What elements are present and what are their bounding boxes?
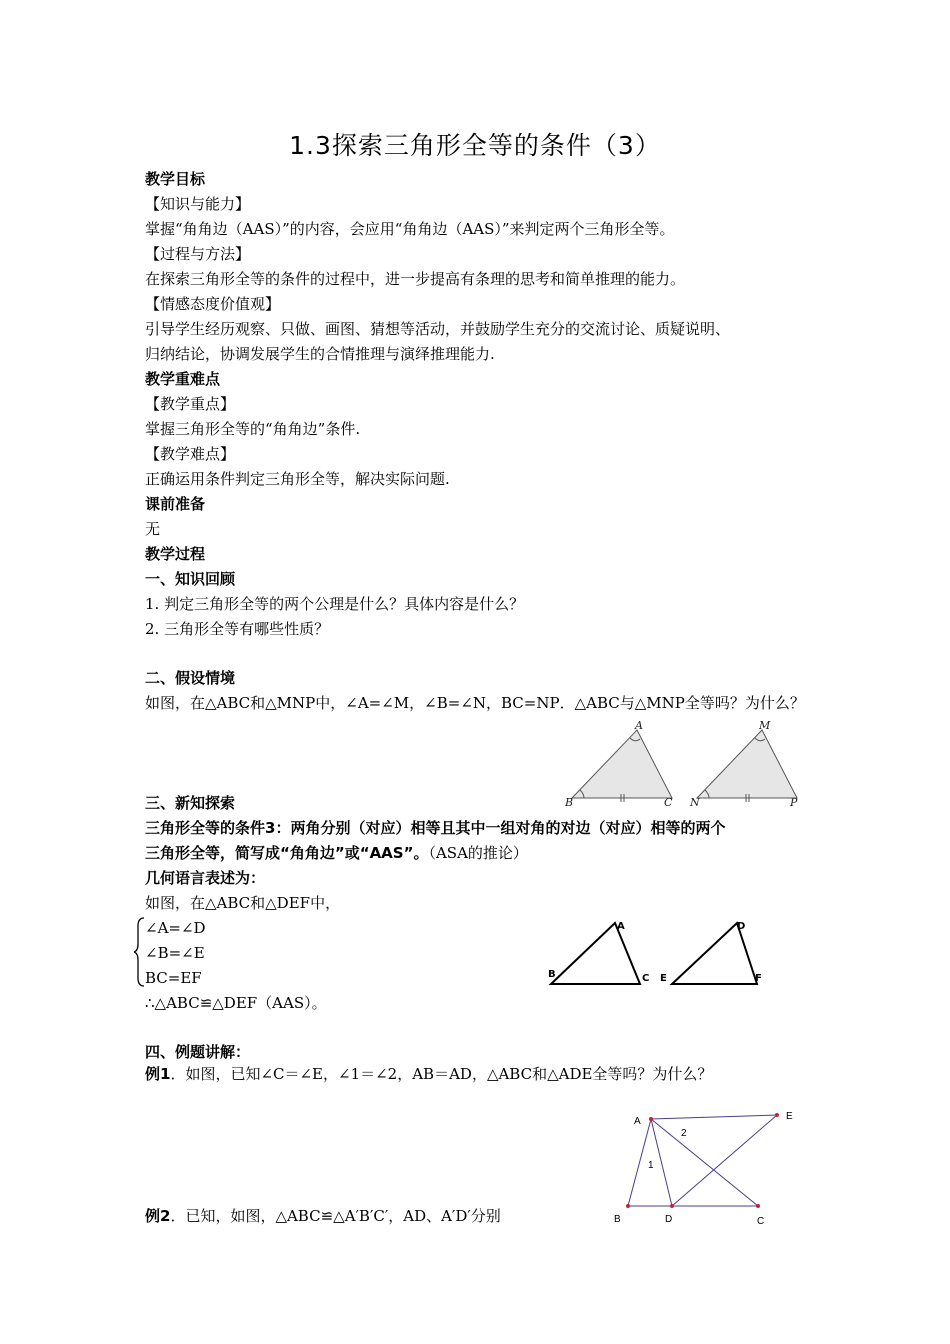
condition-text-2-bold: 三角形全等，简写成“角角边”或“AAS”。 xyxy=(145,844,429,862)
procedure-heading: 教学过程 xyxy=(145,545,206,563)
label-a: A xyxy=(635,719,643,732)
scenario-text: 如图，在△ABC和△MNP中，∠A=∠M，∠B=∠N，BC=NP．△ABC与△MNP全等吗？为什么？ xyxy=(145,694,805,712)
explore-heading: 三、新知探索 xyxy=(145,794,236,812)
condition-text-2-note: （ASA的推论） xyxy=(428,844,528,862)
geo-conclusion: ∴△ABC≌△DEF（AAS）。 xyxy=(145,994,327,1012)
knowledge-heading: 【知识与能力】 xyxy=(145,195,251,213)
prep-heading: 课前准备 xyxy=(145,495,206,513)
geo-condition-3: BC=EF xyxy=(145,969,202,987)
label-b-2: B xyxy=(548,969,556,980)
geo-heading: 几何语言表述为： xyxy=(145,869,266,887)
segment-ae xyxy=(651,1115,777,1119)
review-question-1: 1. 判定三角形全等的两个公理是什么？具体内容是什么？ xyxy=(145,595,525,613)
figure-example-1 xyxy=(610,1105,810,1230)
point-b xyxy=(626,1204,630,1208)
segment-de xyxy=(672,1115,777,1206)
review-question-2: 2. 三角形全等有哪些性质？ xyxy=(145,620,330,638)
difficulty-text: 正确运用条件判定三角形全等，解决实际问题. xyxy=(145,470,450,488)
figure-triangles-abc-def xyxy=(545,915,775,995)
geo-condition-2: ∠B=∠E xyxy=(145,944,205,962)
example-1-text: ．如图，已知∠C＝∠E，∠1＝∠2，AB＝AD，△ABC和△ADE全等吗？为什么？ xyxy=(170,1065,713,1083)
key-heading: 教学重难点 xyxy=(145,370,221,388)
figure-triangles-abc-mnp xyxy=(560,718,810,813)
label-d-3: D xyxy=(665,1214,673,1225)
example-2-label: 例2 xyxy=(145,1207,171,1225)
label-c: C xyxy=(664,796,673,809)
label-b-3: B xyxy=(614,1214,621,1225)
point-d xyxy=(670,1204,674,1208)
label-c-3: C xyxy=(757,1216,765,1227)
label-m: M xyxy=(759,719,771,732)
label-e-3: E xyxy=(786,1111,793,1122)
label-a-3: A xyxy=(634,1116,641,1127)
label-angle-1: 1 xyxy=(648,1160,654,1171)
label-c-2: C xyxy=(642,973,650,984)
label-b: B xyxy=(565,796,574,809)
triangle-abc-2 xyxy=(551,923,640,984)
label-angle-2: 2 xyxy=(681,1128,687,1139)
emotion-text-1: 引导学生经历观察、只做、画图、猜想等活动，并鼓励学生充分的交流讨论、质疑说明、 xyxy=(145,320,731,338)
condition-text-1: 三角形全等的条件3：两角分别（对应）相等且其中一组对角的对边（对应）相等的两个 xyxy=(145,819,726,837)
emotion-heading: 【情感态度价值观】 xyxy=(145,295,281,313)
label-p: P xyxy=(790,796,798,809)
geo-intro: 如图，在△ABC和△DEF中， xyxy=(145,894,341,912)
point-c xyxy=(756,1204,760,1208)
label-n: N xyxy=(690,796,700,809)
focus-text: 掌握三角形全等的“角角边”条件. xyxy=(145,420,361,438)
label-e-2: E xyxy=(660,973,667,984)
process-text: 在探索三角形全等的条件的过程中，进一步提高有条理的思考和简单推理的能力。 xyxy=(145,270,686,288)
focus-heading: 【教学重点】 xyxy=(145,395,236,413)
example-2-text: ．已知，如图，△ABC≌△A′B′C′，AD、A′D′分别 xyxy=(170,1207,501,1225)
triangle-mnp xyxy=(697,730,797,798)
difficulty-heading: 【教学难点】 xyxy=(145,445,236,463)
example-1-label: 例1 xyxy=(145,1065,171,1083)
goals-heading: 教学目标 xyxy=(145,170,206,188)
label-a-2: A xyxy=(617,921,625,932)
point-a xyxy=(649,1117,653,1121)
geo-condition-1: ∠A=∠D xyxy=(145,919,206,937)
knowledge-text: 掌握“角角边（AAS）”的内容，会应用“角角边（AAS）”来判定两个三角形全等。 xyxy=(145,220,675,238)
segment-ad xyxy=(651,1119,672,1206)
examples-heading: 四、例题讲解： xyxy=(145,1043,251,1061)
page-title: 1.3探索三角形全等的条件（3） xyxy=(289,131,661,160)
prep-text: 无 xyxy=(145,520,161,538)
label-f-2: F xyxy=(755,973,762,984)
process-heading: 【过程与方法】 xyxy=(145,245,251,263)
triangle-def xyxy=(672,923,757,984)
example-2 xyxy=(145,1206,501,1226)
triangle-abc xyxy=(572,730,672,798)
example-1 xyxy=(145,1064,712,1084)
emotion-text-2: 归纳结论，协调发展学生的合情推理与演绎推理能力. xyxy=(145,345,495,363)
label-d-2: D xyxy=(737,921,746,932)
review-heading: 一、知识回顾 xyxy=(145,570,236,588)
point-e xyxy=(775,1113,779,1117)
scenario-heading: 二、假设情境 xyxy=(145,669,236,687)
condition-text-2 xyxy=(145,843,528,863)
segment-ac xyxy=(651,1119,758,1206)
